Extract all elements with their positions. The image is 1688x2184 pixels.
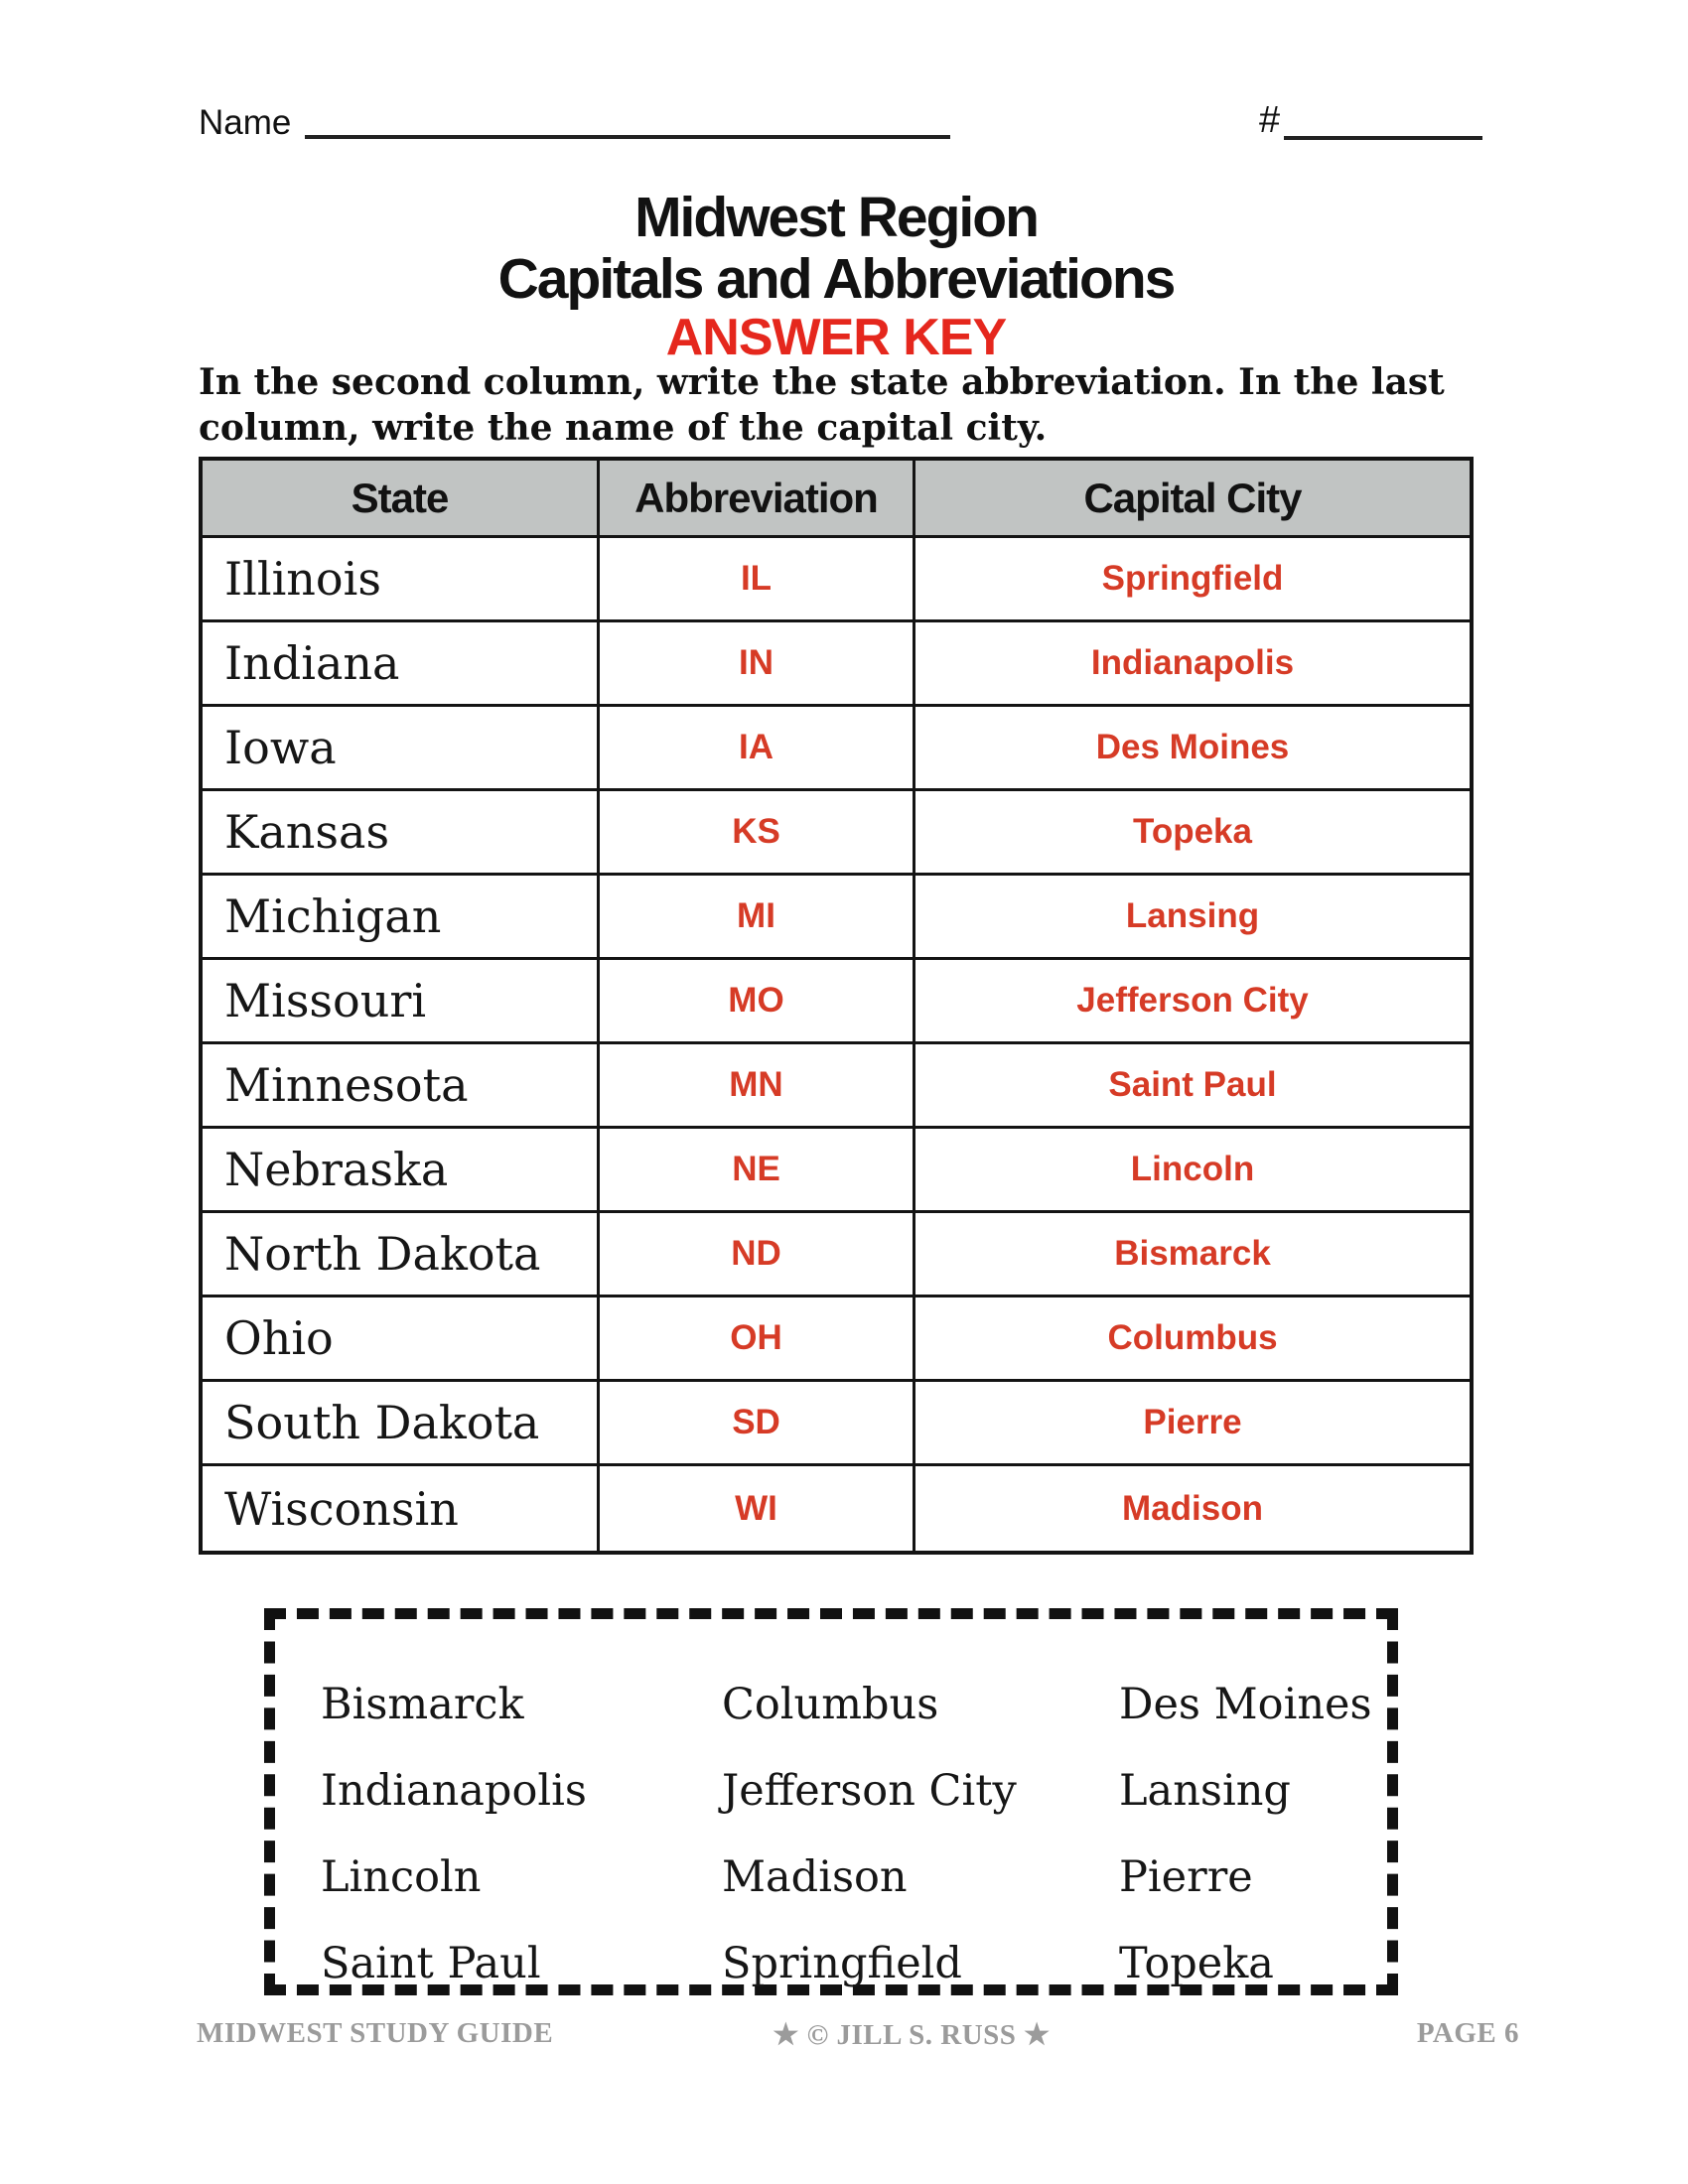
answer-key-label: ANSWER KEY bbox=[665, 309, 1007, 366]
abbreviation-answer: MO bbox=[600, 960, 915, 1044]
name-blank-line bbox=[305, 135, 950, 139]
state-cell: Missouri bbox=[203, 960, 600, 1044]
word-bank-item: Lansing bbox=[1119, 1765, 1291, 1816]
title-block bbox=[199, 187, 1474, 365]
word-bank-item: Topeka bbox=[1119, 1938, 1274, 1988]
state-cell: Minnesota bbox=[203, 1044, 600, 1129]
capital-answer: Madison bbox=[1122, 1488, 1263, 1528]
instructions bbox=[199, 359, 1479, 451]
capitals-table bbox=[199, 457, 1474, 1555]
word-bank-item: Columbus bbox=[722, 1679, 939, 1729]
abbreviation-answer: MN bbox=[600, 1044, 915, 1129]
capital-answer: Bismarck bbox=[915, 1213, 1470, 1297]
state-cell: Wisconsin bbox=[203, 1466, 600, 1551]
number-label: # bbox=[1259, 99, 1281, 141]
word-bank-item: Indianapolis bbox=[321, 1765, 587, 1816]
capital-answer: Springfield bbox=[915, 538, 1470, 622]
footer-study-guide-label: MIDWEST STUDY GUIDE bbox=[197, 2017, 554, 2049]
column-header-state: State bbox=[203, 461, 600, 538]
capital-answer: Topeka bbox=[915, 791, 1470, 876]
capital-answer: Lansing bbox=[915, 876, 1470, 960]
abbreviation-answer: IL bbox=[600, 538, 915, 622]
column-header-capital-city: Capital City bbox=[915, 461, 1470, 538]
instructions-line2: column, write the name of the capital city. bbox=[199, 407, 1048, 449]
abbreviation-answer: IN bbox=[600, 622, 915, 707]
word-bank-item: Lincoln bbox=[321, 1851, 482, 1902]
state-cell: Iowa bbox=[203, 707, 600, 791]
capital-answer: Columbus bbox=[915, 1297, 1470, 1382]
page-title-line2: Capitals and Abbreviations bbox=[497, 247, 1175, 311]
abbreviation-answer: IA bbox=[600, 707, 915, 791]
word-bank-item: Jefferson City bbox=[722, 1765, 1017, 1816]
state-cell: Nebraska bbox=[203, 1129, 600, 1213]
abbreviation-answer: MI bbox=[600, 876, 915, 960]
column-header-abbreviation: Abbreviation bbox=[600, 461, 915, 538]
word-bank-item: Des Moines bbox=[1119, 1679, 1372, 1729]
capital-answer: Indianapolis bbox=[915, 622, 1470, 707]
word-bank-item: Saint Paul bbox=[321, 1938, 541, 1988]
abbreviation-answer: KS bbox=[600, 791, 915, 876]
word-bank-item: Pierre bbox=[1119, 1851, 1253, 1902]
state-cell: Indiana bbox=[203, 622, 600, 707]
footer-copyright: ★ © JILL S. RUSS ★ bbox=[773, 2019, 1051, 2051]
capital-answer: Saint Paul bbox=[915, 1044, 1470, 1129]
abbreviation-answer: WI bbox=[600, 1466, 915, 1551]
word-bank-grid bbox=[275, 1619, 1387, 2006]
capital-answer: Lincoln bbox=[915, 1129, 1470, 1213]
footer-page-number: PAGE 6 bbox=[1416, 2017, 1519, 2049]
capital-answer: Jefferson City bbox=[915, 960, 1470, 1044]
state-cell: North Dakota bbox=[203, 1213, 600, 1297]
state-cell: Ohio bbox=[203, 1297, 600, 1382]
page-title-line1: Midwest Region bbox=[634, 186, 1038, 249]
instructions-line1: In the second column, write the state abbreviation. In the last bbox=[199, 361, 1445, 403]
abbreviation-answer: ND bbox=[600, 1213, 915, 1297]
state-cell: Kansas bbox=[203, 791, 600, 876]
word-bank-item: Springfield bbox=[722, 1938, 962, 1988]
abbreviation-answer: SD bbox=[600, 1382, 915, 1466]
state-cell: South Dakota bbox=[203, 1382, 600, 1466]
state-cell: Illinois bbox=[203, 538, 600, 622]
number-blank-line bbox=[1284, 136, 1482, 140]
capital-answer: Des Moines bbox=[915, 707, 1470, 791]
name-field-row bbox=[199, 103, 950, 143]
state-cell: Michigan bbox=[203, 876, 600, 960]
number-field-row bbox=[1259, 99, 1482, 142]
word-bank-box bbox=[264, 1608, 1398, 1995]
abbreviation-answer: OH bbox=[600, 1297, 915, 1382]
abbreviation-answer: NE bbox=[600, 1129, 915, 1213]
name-label: Name bbox=[199, 103, 292, 142]
capital-answer: Pierre bbox=[915, 1382, 1470, 1466]
word-bank-item: Madison bbox=[722, 1851, 908, 1902]
word-bank-item: Bismarck bbox=[321, 1679, 524, 1729]
